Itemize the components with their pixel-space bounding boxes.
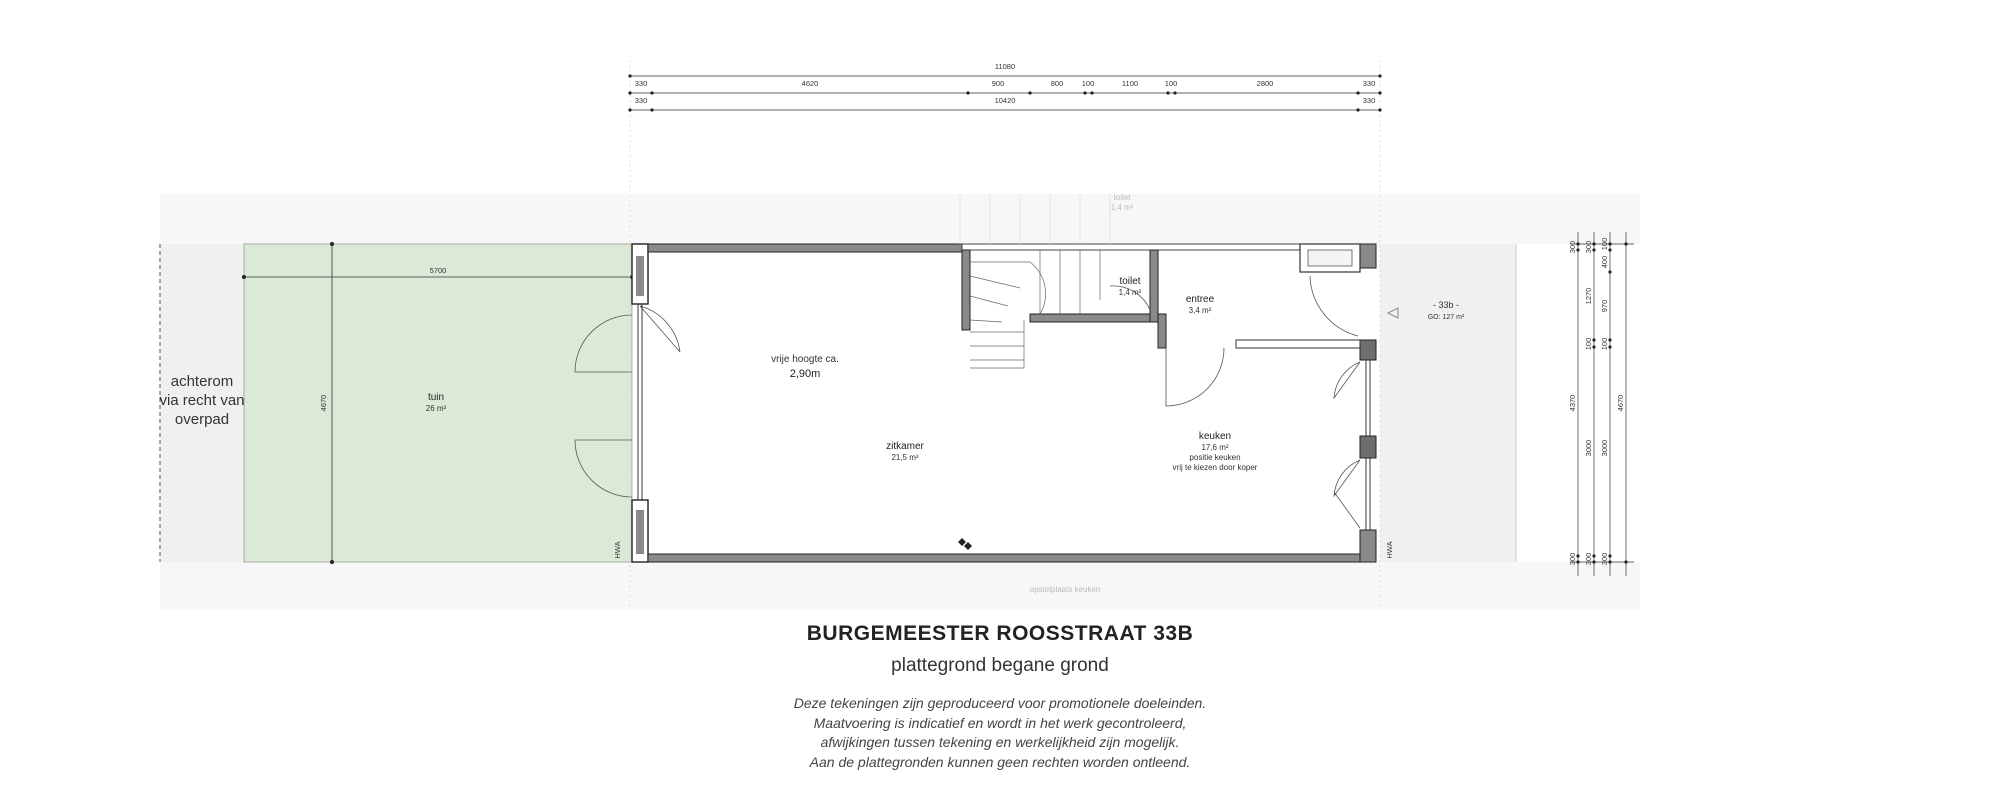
top-seg-label: 4620 (801, 79, 819, 88)
disclaimer (0, 694, 2000, 772)
top-seg-label: 100 (1081, 79, 1095, 88)
height-label: vrije hoogte ca. (771, 354, 839, 365)
dim-dot (330, 560, 334, 564)
top-inner-label: 330 (1362, 96, 1376, 105)
top-seg-label: 800 (1050, 79, 1064, 88)
ghost-strip-top (160, 194, 1640, 244)
front-window-swing-3 (1334, 492, 1360, 528)
right-col2-label: 100 (1584, 337, 1593, 351)
right-col2-label: 1270 (1584, 287, 1593, 305)
top-wall-living (648, 244, 962, 252)
keuken-name: keuken (1198, 431, 1232, 442)
entree-wall (1158, 314, 1166, 348)
tuin-area: 26 m² (425, 404, 447, 413)
right-col1-label: 300 (1568, 552, 1577, 566)
stairs (970, 250, 1100, 368)
front-wall-top (1360, 244, 1376, 268)
right-col3-label: 3000 (1600, 439, 1609, 457)
top-seg-label: 330 (634, 79, 648, 88)
top-seg-label: 330 (1362, 79, 1376, 88)
meter-cabinet-inner (1308, 250, 1352, 266)
rear-wall-upper-core (636, 256, 644, 296)
top-seg-label: 1100 (1121, 79, 1139, 88)
toilet-area: 1,4 m² (1118, 288, 1142, 297)
top-seg-label: 100 (1164, 79, 1178, 88)
front-wall-mid (1360, 436, 1376, 458)
disclaimer-line: Deze tekeningen zijn geproduceerd voor promotionele doeleinden. (793, 695, 1207, 711)
right-col3-label: 100 (1600, 337, 1609, 351)
keuken-note2: vrij te kiezen door koper (1172, 463, 1258, 472)
hwa-label-front: HWA (1385, 541, 1394, 559)
toilet-wall-right (1150, 250, 1158, 322)
ghost-strip-bottom (160, 562, 1640, 610)
bottom-wall (648, 554, 1360, 562)
top-total-label: 11080 (994, 62, 1016, 71)
tuin-name: tuin (427, 392, 445, 403)
ghost-toilet-area: 1,4 m² (1110, 203, 1134, 212)
garden-area (244, 244, 632, 562)
zitkamer-area: 21,5 m² (891, 453, 919, 462)
front-paving (1380, 244, 1516, 562)
toilet-wall-bottom (1030, 314, 1150, 322)
rear-wall-lower-core (636, 510, 644, 554)
right-col1-label: 4370 (1568, 394, 1577, 412)
toilet-name: toilet (1119, 276, 1141, 287)
right-col3-label: 100 (1600, 237, 1609, 251)
top-seg-label: 2800 (1256, 79, 1274, 88)
front-window-swing-2 (1334, 460, 1360, 496)
rear-door-swing (640, 306, 680, 352)
entree-name: entree (1185, 294, 1215, 305)
right-col3-label: 300 (1600, 552, 1609, 566)
dim-dot (330, 242, 334, 246)
right-col3-label: 400 (1600, 255, 1609, 269)
garden-depth-label: 4670 (319, 394, 328, 412)
page-title: BURGEMEESTER ROOSSTRAAT 33B (806, 622, 1194, 645)
kitchen-door-swing (1166, 348, 1224, 406)
right-col2-label: 3000 (1584, 439, 1593, 457)
front-window-swing-1 (1334, 362, 1360, 398)
right-col3-label: 970 (1600, 299, 1609, 313)
keuken-note1: positie keuken (1189, 453, 1241, 462)
ghost-toilet-label: toilet (1113, 193, 1131, 202)
right-col2-label: 300 (1584, 552, 1593, 566)
top-inner-label: 330 (634, 96, 648, 105)
front-wall-entry (1360, 340, 1376, 360)
dim-dot (242, 275, 246, 279)
section-marker-icon (958, 538, 972, 550)
top-inner-label: 10420 (994, 96, 1016, 105)
disclaimer-line: Aan de plattegronden kunnen geen rechten worden ontleend. (809, 753, 1191, 770)
disclaimer-line: afwijkingen tussen tekening en werkelijkheid zijn mogelijk. (820, 734, 1180, 750)
achterom-line: via recht van (159, 392, 245, 409)
keuken-area: 17,6 m² (1201, 443, 1229, 452)
hwa-label-rear: HWA (613, 541, 622, 559)
neighbor-name: - 33b - (1432, 300, 1460, 310)
top-wall-thin (962, 244, 1300, 250)
stair-wall-left (962, 250, 970, 330)
disclaimer-line: Maatvoering is indicatief en wordt in het werk gecontroleerd, (813, 714, 1187, 731)
garden-width-label: 5700 (429, 266, 447, 275)
front-wall-bottom (1360, 530, 1376, 562)
achterom-line: overpad (174, 411, 230, 428)
ghost-opstelplaats: opstelplaats keuken (1029, 585, 1101, 594)
kitchen-wall (1236, 340, 1360, 348)
achterom-line: achterom (170, 373, 234, 390)
right-col2-label: 300 (1584, 240, 1593, 254)
right-col1-label: 300 (1568, 240, 1577, 254)
front-door-swing (1310, 276, 1358, 340)
entree-area: 3,4 m² (1188, 306, 1212, 315)
right-col4-label: 4670 (1616, 394, 1625, 412)
zitkamer-name: zitkamer (886, 441, 924, 452)
top-seg-label: 900 (991, 79, 1005, 88)
neighbor-area: GO: 127 m² (1427, 314, 1465, 321)
page-subtitle: plattegrond begane grond (891, 655, 1109, 676)
height-value: 2,90m (789, 368, 821, 380)
